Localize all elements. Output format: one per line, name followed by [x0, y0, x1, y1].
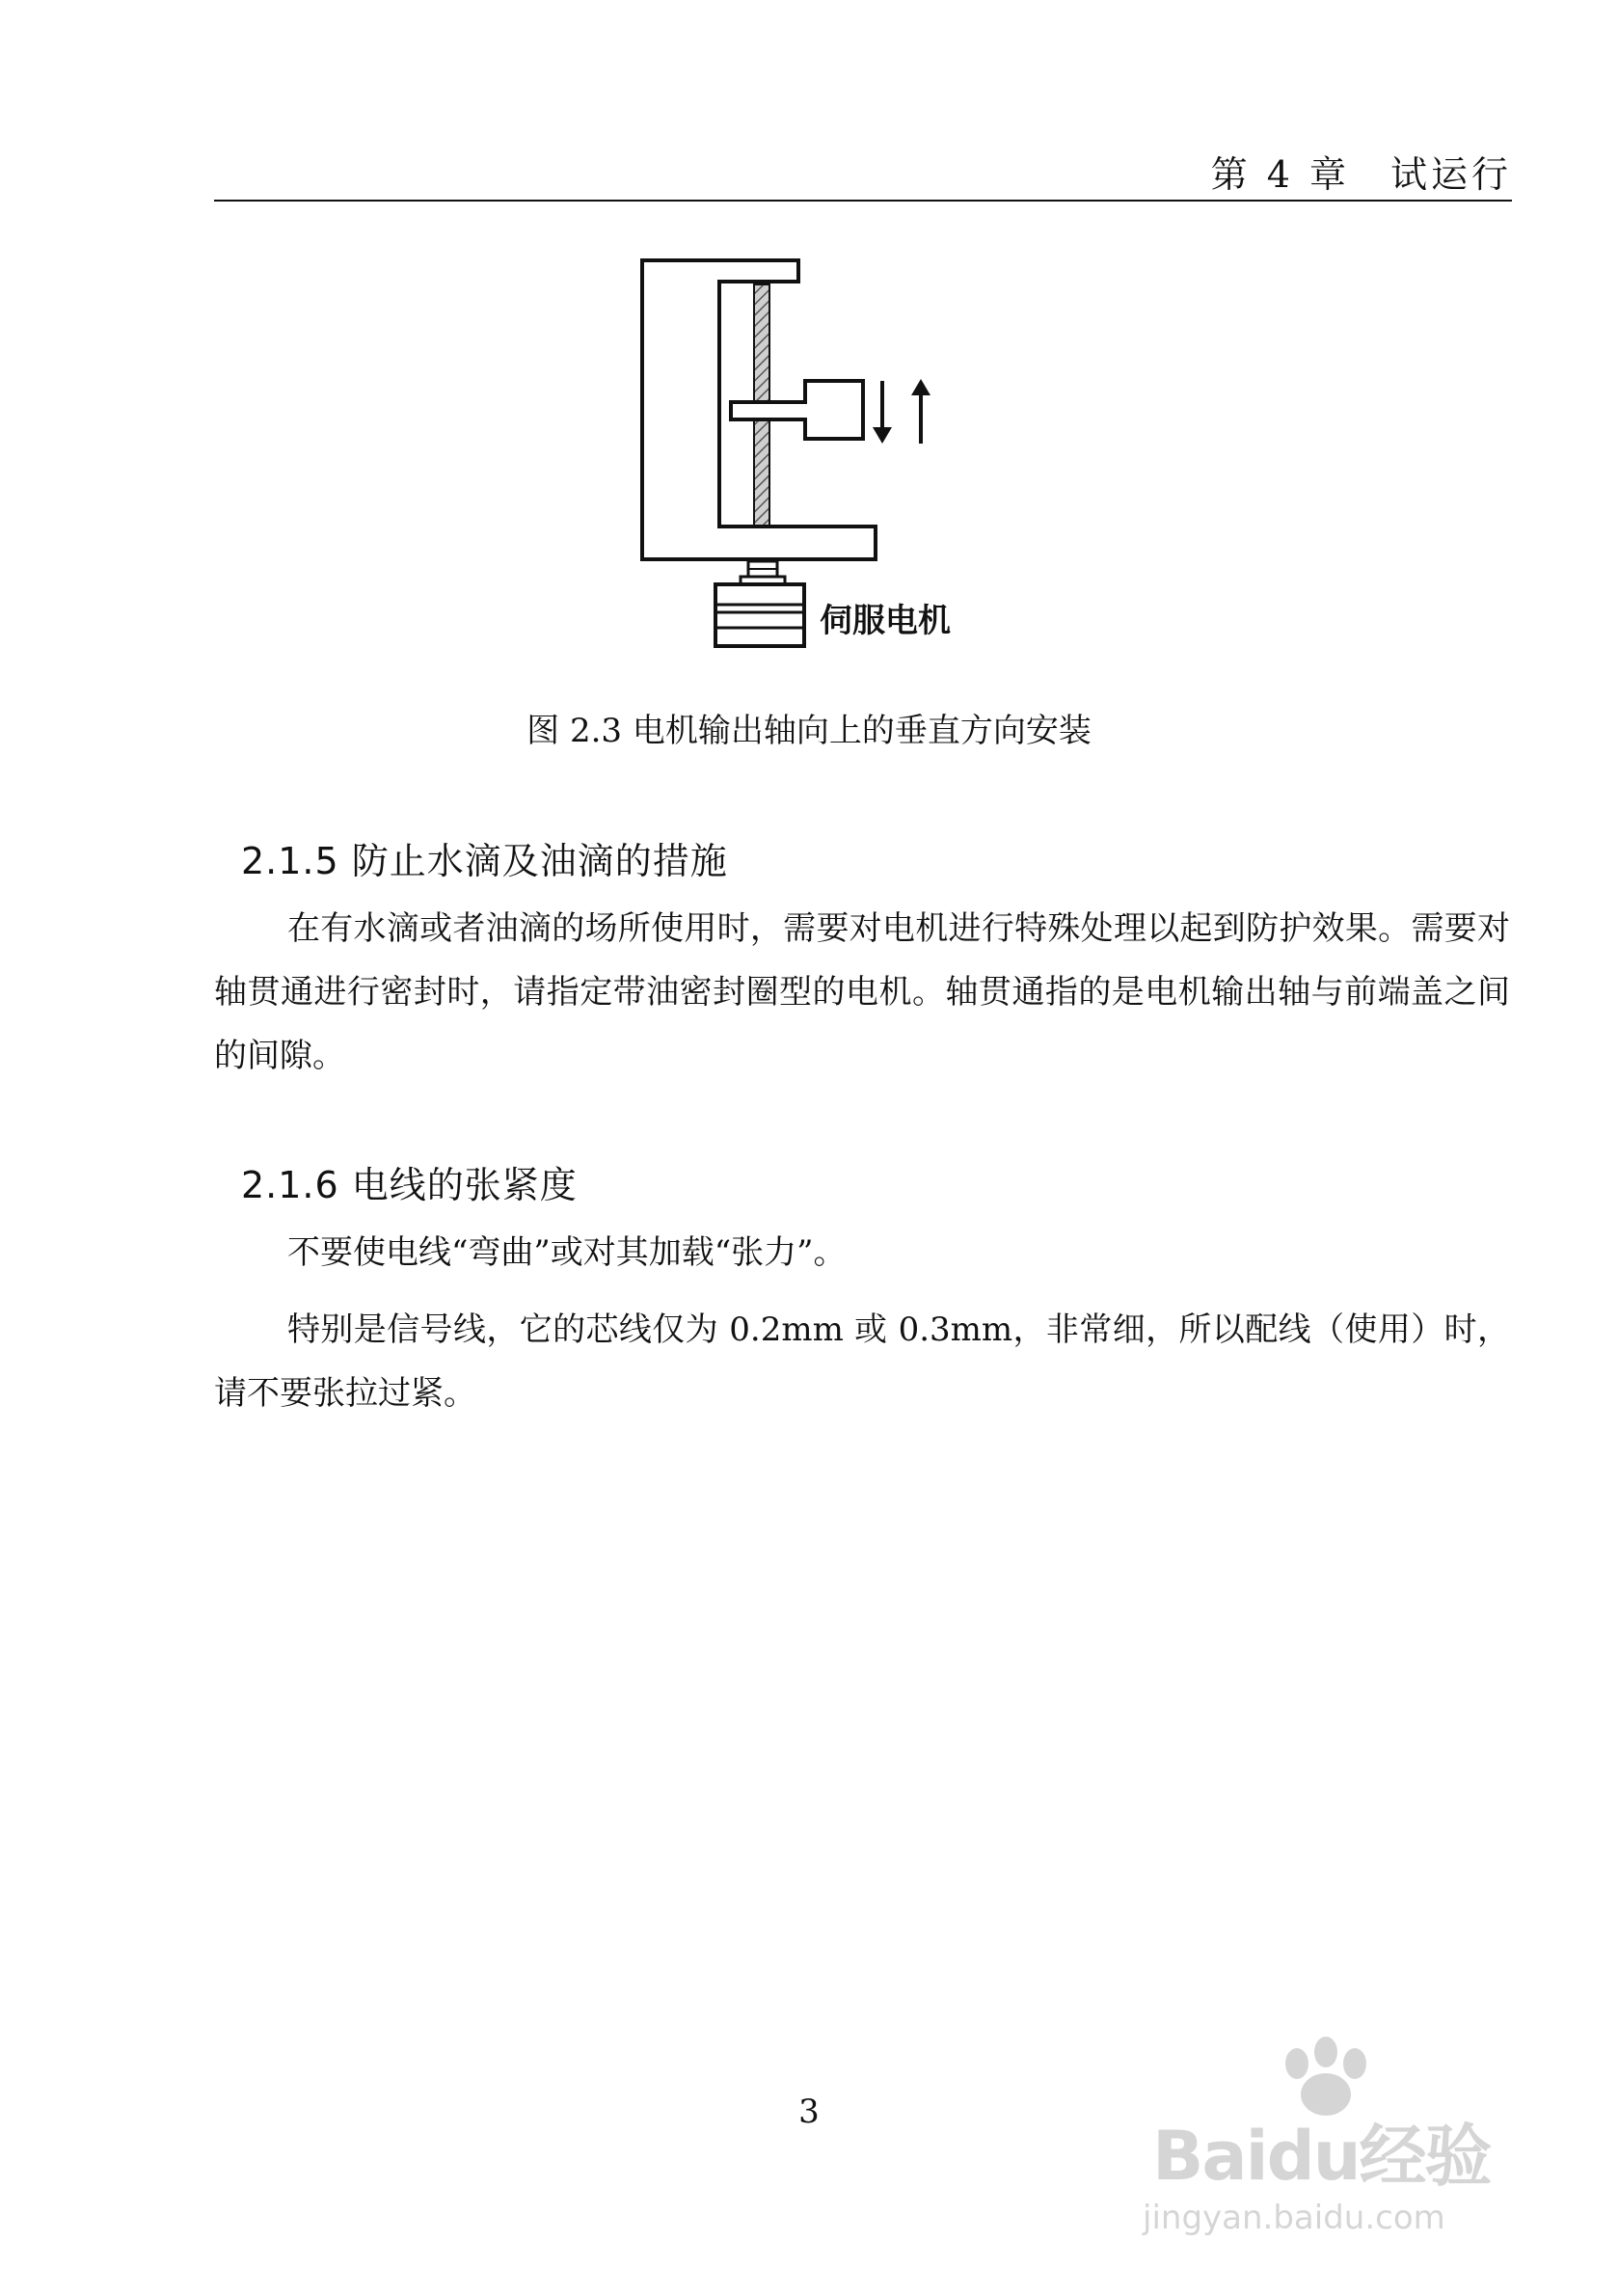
vertical-mount-diagram — [627, 246, 1032, 670]
servo-motor-icon — [715, 584, 804, 646]
figure-caption: 图 2.3 电机输出轴向上的垂直方向安装 — [526, 712, 1092, 750]
up-arrow-icon — [911, 379, 930, 444]
page-number: 3 — [798, 2093, 820, 2131]
section-paragraph: 特别是信号线，它的芯线仅为 0.2mm 或 0.3mm，非常细，所以配线（使用）时，请不要张拉过紧。 — [214, 1310, 1510, 1413]
section-heading-2-1-6: 2.1.6 电线的张紧度 — [241, 1164, 578, 1206]
section-heading-2-1-5: 2.1.5 防止水滴及油滴的措施 — [241, 840, 728, 882]
motor-label: 伺服电机 — [820, 602, 951, 640]
header-rule — [214, 200, 1512, 202]
section-paragraph: 在有水滴或者油滴的场所使用时，需要对电机进行特殊处理以起到防护效果。需要对轴贯通进行密封时，请指定带油密封圈型的电机。轴贯通指的是电机输出轴与前端盖之间的间隙。 — [214, 909, 1510, 1075]
chapter-header: 第 4 章 试运行 — [1210, 153, 1512, 196]
down-arrow-icon — [873, 381, 892, 444]
watermark-brand: Baidu经验 — [1152, 2117, 1491, 2196]
mounting-figure — [627, 246, 1032, 670]
baidu-watermark — [1143, 2035, 1528, 2247]
section-paragraph: 不要使电线“弯曲”或对其加载“张力”。 — [287, 1233, 847, 1272]
slider-block — [731, 381, 863, 439]
watermark-url: jingyan.baidu.com — [1143, 2199, 1445, 2237]
